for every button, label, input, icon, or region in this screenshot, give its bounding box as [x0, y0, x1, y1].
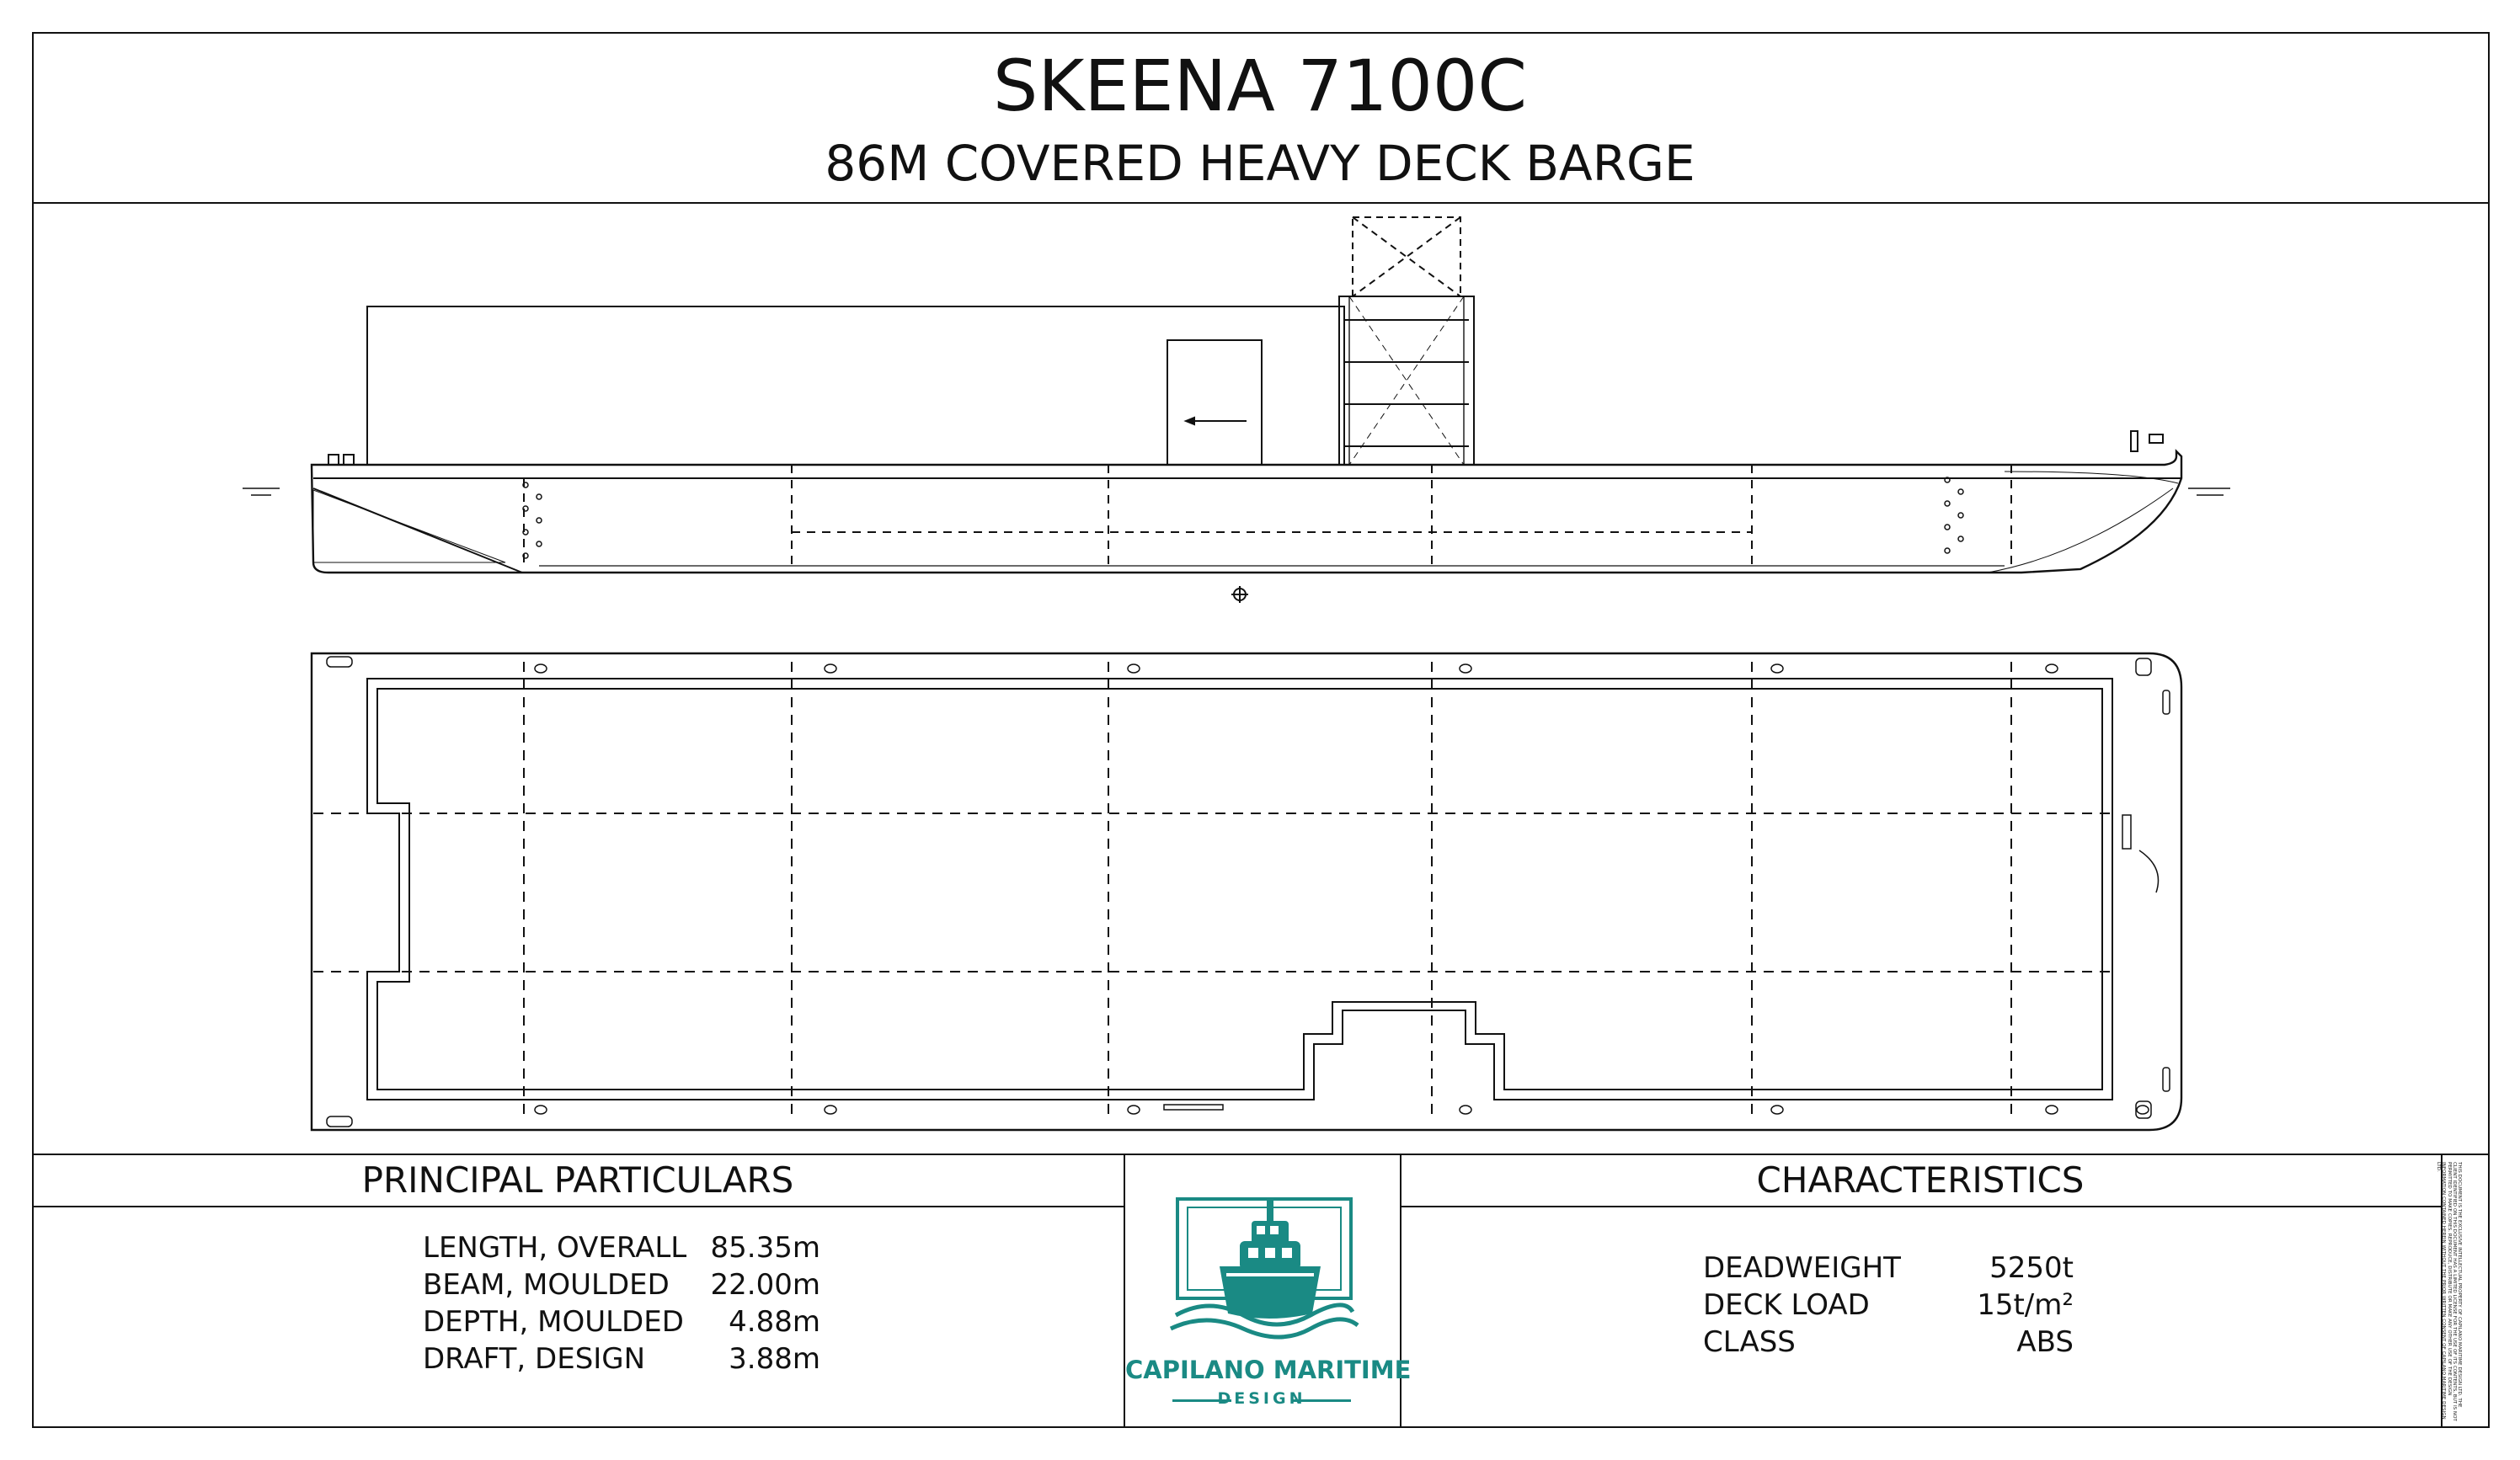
tower-upper-dashed [1353, 217, 1460, 296]
logo-tagline: DESIGN [1217, 1389, 1306, 1408]
cover-structure [367, 306, 1344, 465]
legal-disclaimer-text: THIS DOCUMENT IS THE EXCLUSIVE INTELLECTUAL PROPERTY OF CAPILANO MARITIME DESIGN LTD. THE CLIENT IDENTIFIED ON THIS DOCUMENT HAS A LIMITED LICENSE FOR THE USE OF ITS CONTENTS, BUT IS NOT PERMITTED TO MAKE COPIES. REPRODUCE, DISTRIBUTE OR MAKE ANY OTHER USE OF THE DESIGN INFORMATION CONTAINED HEREIN WITHOUT THE PRIOR WRITTEN CONSENT OF CAPILANO MARITIME DESIGN LTD. [2436, 1162, 2462, 1421]
deck-outline [312, 653, 2181, 1130]
characteristic-label: CLASS [1703, 1325, 1796, 1359]
particular-label: BEAM, MOULDED [423, 1268, 670, 1302]
drawing-title: SKEENA 7100C [993, 45, 1527, 127]
profile-view [243, 217, 2230, 603]
cargo-coaming-inner [377, 689, 2102, 1090]
hull-outline [312, 451, 2181, 573]
legal-disclaimer [2436, 1162, 2465, 1431]
boat-logo-icon [1125, 1155, 1412, 1426]
characteristics-heading: CHARACTERISTICS [1756, 1159, 2085, 1201]
particular-label: DRAFT, DESIGN [423, 1342, 646, 1376]
plan-view [312, 653, 2181, 1130]
particular-label: LENGTH, OVERALL [423, 1231, 687, 1265]
access-door [1167, 340, 1262, 465]
drawing-subtitle: 86M COVERED HEAVY DECK BARGE [825, 135, 1695, 192]
particular-value: 22.00m [710, 1268, 820, 1302]
cargo-coaming-outer [367, 679, 2112, 1100]
particular-value: 4.88m [729, 1305, 820, 1339]
characteristic-value: 5250t [1989, 1251, 2074, 1285]
characteristic-label: DEADWEIGHT [1703, 1251, 1901, 1285]
particular-value: 3.88m [729, 1342, 820, 1376]
characteristic-value: 15t/m² [1977, 1288, 2074, 1322]
characteristic-label: DECK LOAD [1703, 1288, 1870, 1322]
logo-company-name: CAPILANO MARITIME [1125, 1356, 1412, 1384]
tower [1339, 296, 1474, 465]
particular-value: 85.35m [710, 1231, 820, 1265]
characteristic-value: ABS [2016, 1325, 2074, 1359]
particular-label: DEPTH, MOULDED [423, 1305, 684, 1339]
principal-particulars-heading: PRINCIPAL PARTICULARS [361, 1159, 794, 1201]
company-logo [1125, 1155, 1412, 1426]
